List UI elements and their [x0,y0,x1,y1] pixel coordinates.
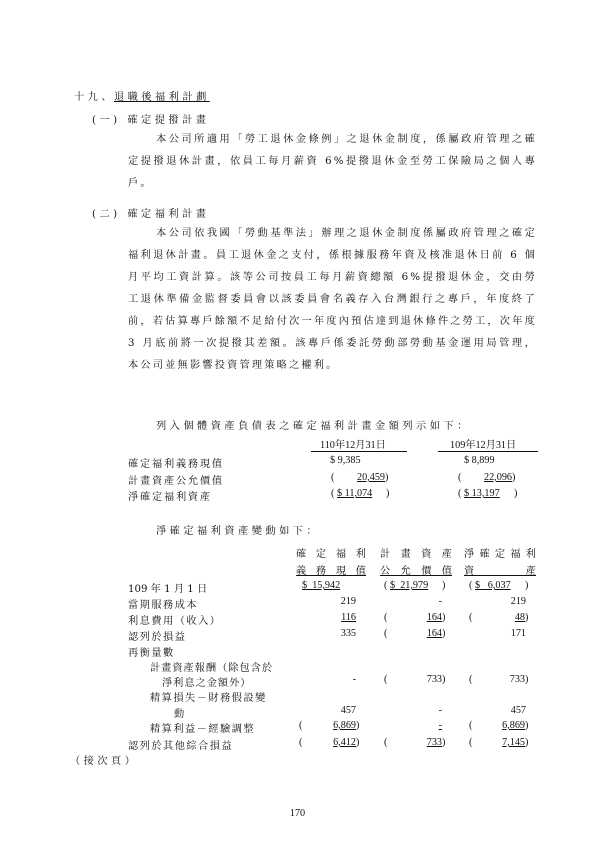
table1-cell: 20,459 [356,472,385,483]
col3-header-line1: 淨確定福利 [464,549,536,560]
table2-row-label: 認列於損益 [128,632,187,643]
table2-cell: 457 [510,705,526,716]
section-title: 退職後福利計劃 [114,92,210,103]
subsection-1-paragraph: 本公司所適用「勞工退休金條例」之退休金制度，係屬政府管理之確定提撥退休計畫，依員工每月薪資 6%提撥退休金至勞工保險局之個人專戶。 [128,134,537,189]
table1-header-line-2 [438,451,538,452]
table1-intro: 列入個體資產負債表之確定福利計畫金額列示如下： [156,421,471,432]
open-paren: ( [384,674,388,685]
close-paren: ) [386,488,390,499]
col1-header-line2: 義務現值 [296,566,366,577]
continued-note: （接次頁） [70,756,139,767]
open-paren: ( [384,580,388,591]
table2-cell: 733 [426,737,442,748]
close-paren: ) [442,612,446,623]
table2-cell: - [352,674,356,685]
table2-row-label: 再衡量數 [128,648,175,659]
open-paren: ( [469,674,473,685]
close-paren: ) [525,720,529,731]
close-paren: ) [356,720,360,731]
table2-cell: $ 21,979 [390,580,429,591]
section-number: 十九、 [74,92,116,103]
table2-cell: 171 [510,628,526,639]
table2-row-label: 109 年 1 月 1 日 [128,584,208,595]
table2-cell: $ 15,942 [302,580,341,591]
close-paren: ) [442,628,446,639]
table1-row-label: 淨確定福利資產 [128,492,212,503]
table2-row-label: 精算損失－財務假設變 [150,693,267,704]
table2-col2-header [380,546,452,580]
close-paren: ) [525,612,529,623]
table2-cell: 6,869 [502,720,525,731]
subsection-2-text [128,223,537,377]
table2-cell: 48 [514,612,525,623]
table1-cell: $ 8,899 [464,455,495,466]
col3-header-line2: 資產 [464,566,536,577]
subsection-2-paragraph: 本公司依我國「勞動基準法」辦理之退休金制度係屬政府管理之確定福利退休計畫。員工退休金之支付，係根據服務年資及核准退休日前 6 個月平均工資計算。該等公司按員工每月薪資總額 6%提撥退休金，交由勞工退休準備金監督委員會以該委員會名義存入台灣銀行之專戶，年度終了前，若估算專戶餘額不足給付次一年度內預估達到退休條件之勞工，次年度 3 月底前將一次提撥其差額。該專戶係委託勞動部勞動基金運用局管理，本公司並無影響投資管理策略之權利。 [128,228,537,371]
table1-row-label: 計畫資產公允價值 [128,476,224,487]
table2-cell: $ 6,037 [475,580,511,591]
table2-cell: 6,412 [333,737,356,748]
open-paren: ( [384,612,388,623]
subsection-1-label: (一) 確定提撥計畫 [92,115,210,126]
table2-cell: 164 [426,628,442,639]
table1-header-line-1 [311,451,407,452]
close-paren: ) [512,472,516,483]
close-paren: ) [525,737,529,748]
table2-cell: 164 [426,612,442,623]
close-paren: ) [514,488,518,499]
table2-row-label: 動 [174,709,188,720]
table2-cell: 6,869 [333,720,356,731]
table2-col1-header [296,546,366,580]
table2-cell: 733 [426,674,442,685]
open-paren: ( [299,720,303,731]
open-paren: ( [458,472,462,483]
close-paren: ) [442,737,446,748]
open-paren: ( [469,580,473,591]
table2-cell: - [438,720,442,731]
table2-cell: 219 [340,596,356,607]
subsection-2-label: (二) 確定福利計畫 [92,209,210,220]
table2-cell: 116 [341,612,356,623]
amount: 6,037 [487,580,511,591]
open-paren: ( [469,612,473,623]
table2-row-label: 精算利益－經驗調整 [150,724,256,735]
table1-cell: 22,096 [483,472,512,483]
table2-cell: - [438,705,442,716]
table2-row-label: 淨利息之金額外） [162,678,252,689]
table1-cell: $ 13,197 [464,488,500,499]
open-paren: ( [331,488,335,499]
table1-cell: $ 11,074 [337,488,373,499]
table1-col1-header: 110年12月31日 [320,440,386,451]
amount: 15,942 [312,580,341,591]
open-paren: ( [458,488,462,499]
close-paren: ) [385,472,389,483]
col2-header-line2: 公允價值 [380,566,452,577]
table2-cell: - [438,596,442,607]
table2-row-label: 當期服務成本 [128,600,199,611]
table2-cell: 7,145 [502,737,525,748]
table2-cell: 457 [340,705,356,716]
table2-cell: 219 [510,596,526,607]
close-paren: ) [442,580,446,591]
open-paren: ( [331,472,335,483]
table2-intro: 淨確定福利資產變動如下： [156,526,321,537]
col2-header-line1: 計畫資產 [380,549,452,560]
subsection-1-text [128,129,537,195]
table2-col3-header [464,546,536,580]
table2-row-label: 計畫資產報酬（除包含於 [150,663,274,674]
open-paren: ( [469,720,473,731]
table1-row-label: 確定福利義務現值 [128,459,224,470]
open-paren: ( [299,737,303,748]
amount: 21,979 [400,580,429,591]
open-paren: ( [384,628,388,639]
open-paren: ( [469,737,473,748]
close-paren: ) [442,674,446,685]
table2-row-label: 認列於其他綜合損益 [128,741,234,752]
close-paren: ) [356,737,360,748]
close-paren: ) [525,674,529,685]
table1-col2-header: 109年12月31日 [450,440,517,451]
col1-header-line1: 確定福利 [296,549,366,560]
table1-cell: $ 9,385 [330,455,361,466]
page-number: 170 [289,808,306,819]
open-paren: ( [384,737,388,748]
table2-row-label: 利息費用（收入） [128,616,222,627]
table2-cell: 733 [509,674,525,685]
close-paren: ) [525,580,529,591]
table2-cell: 335 [340,628,356,639]
